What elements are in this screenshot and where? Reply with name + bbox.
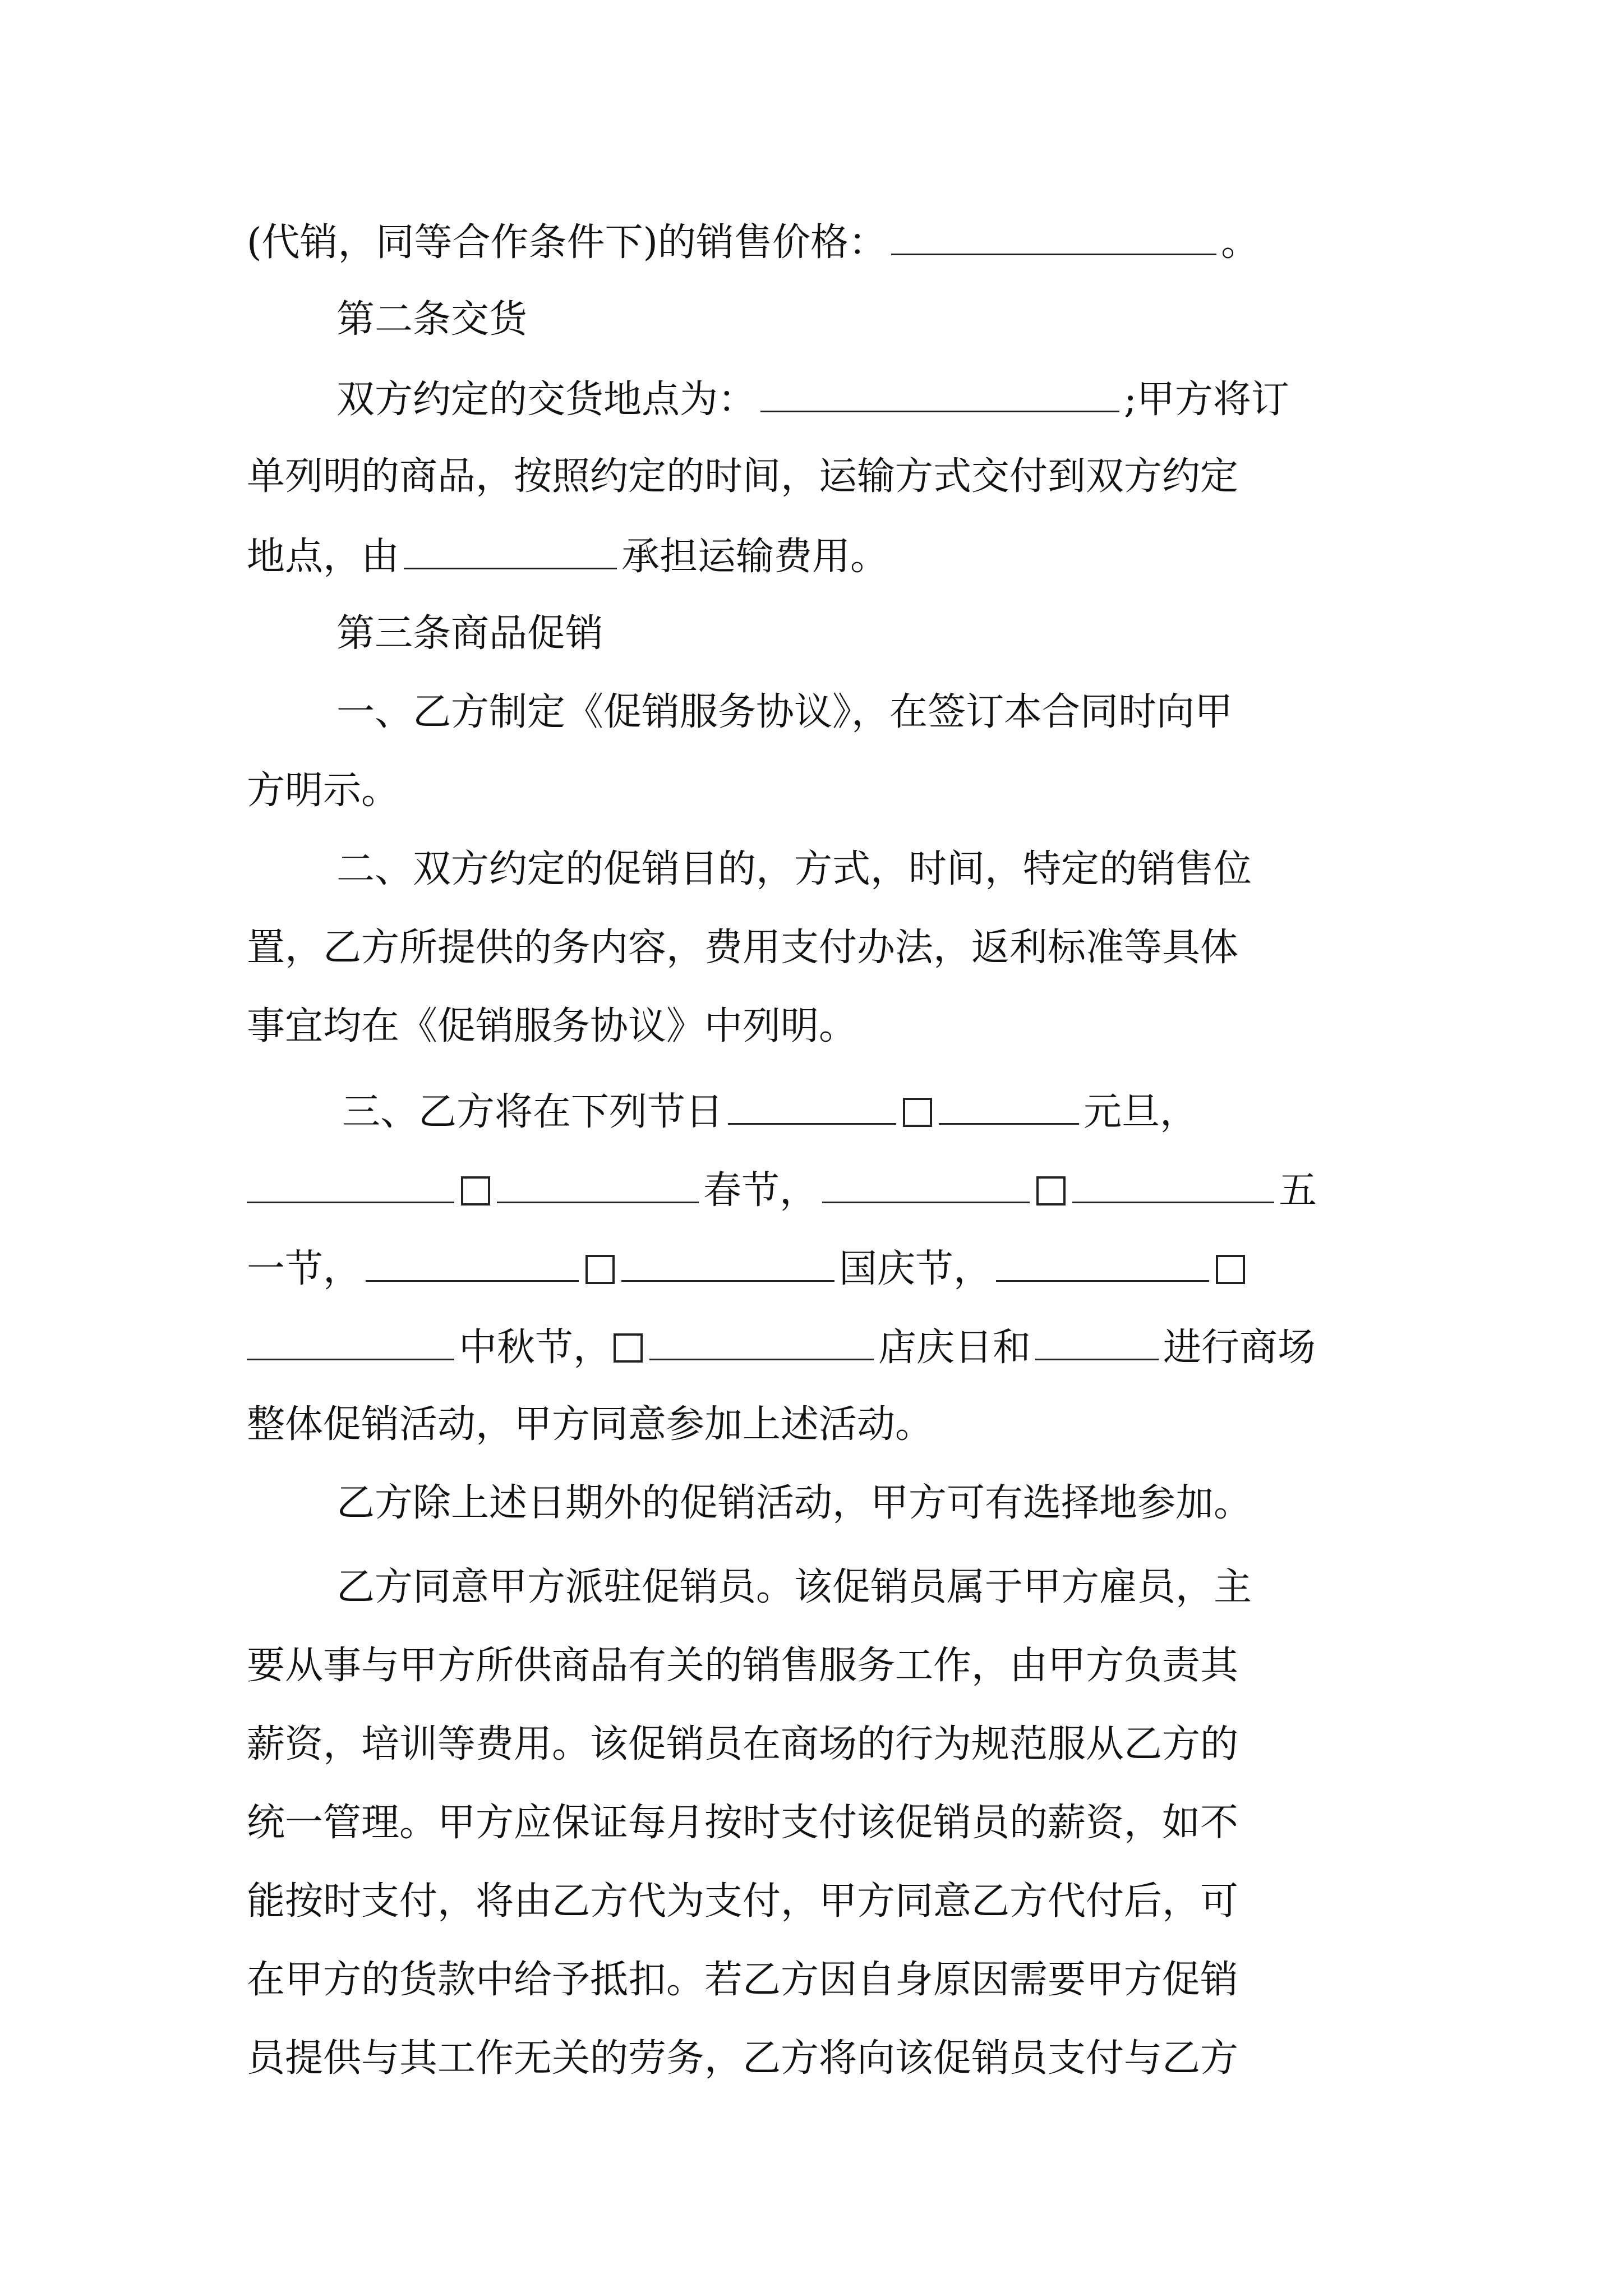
clause-3-line-2: [247, 1161, 1317, 1217]
price-end: 。: [1221, 220, 1260, 265]
clause-3-line-3: [247, 1240, 1247, 1296]
delivery-line-3-end: 承担运输费用。: [621, 535, 889, 579]
labor-day-checkbox[interactable]: [1036, 1176, 1066, 1205]
clause-3-line-1-text: 三、乙方将在下列节日: [342, 1090, 724, 1134]
mid-autumn-pre-blank[interactable]: [996, 1240, 1209, 1282]
delivery-line-2-text: 单列明的商品，按照约定的时间，运输方式交付到双方约定: [247, 454, 1239, 499]
labor-day-label-part1: 五: [1279, 1168, 1317, 1213]
promoter-line-7-text: 员提供与其工作无关的劳务，乙方将向该促销员支付与乙方: [247, 2036, 1239, 2081]
other-promotions-text: 乙方除上述日期外的促销活动，甲方可有选择地参加。: [336, 1481, 1252, 1525]
store-anniversary-blank[interactable]: [649, 1318, 874, 1360]
promoter-line-1: [336, 1559, 1252, 1616]
delivery-line-1: [336, 370, 1289, 426]
transport-cost-party-blank[interactable]: [404, 527, 617, 569]
promoter-line-4-text: 统一管理。甲方应保证每月按时支付该促销员的薪资，如不: [247, 1801, 1239, 1845]
delivery-line-2: [247, 449, 1238, 505]
price-label: (代销，同等合作条件下)的销售价格：: [247, 220, 887, 265]
promoter-line-1-text: 乙方同意甲方派驻促销员。该促销员属于甲方雇员，主: [336, 1565, 1252, 1609]
mid-autumn-checkbox[interactable]: [1216, 1255, 1245, 1284]
clause-2-line-2: [247, 920, 1238, 976]
clause-1-line-2: [247, 763, 399, 819]
labor-day-blank[interactable]: [1072, 1161, 1274, 1203]
spring-pre-blank[interactable]: [247, 1161, 454, 1203]
clause-3-line-1: [342, 1083, 1198, 1139]
new-year-blank[interactable]: [939, 1083, 1079, 1125]
article-3-heading: [336, 606, 603, 662]
store-anniversary-checkbox[interactable]: [614, 1333, 643, 1363]
national-day-checkbox[interactable]: [585, 1255, 615, 1284]
spring-festival-label: 春节，: [703, 1168, 818, 1213]
labor-pre-blank[interactable]: [822, 1161, 1030, 1203]
promoter-line-2: [247, 1638, 1238, 1694]
promoter-line-6-text: 在甲方的货款中给予抵扣。若乙方因自身原因需要甲方促销: [247, 1958, 1239, 2002]
clause-2-line-1: [336, 841, 1252, 898]
promoter-line-5: [247, 1874, 1238, 1930]
article-2-heading: [336, 292, 527, 348]
clause-3-line-4-tail: 进行商场: [1163, 1326, 1316, 1370]
delivery-line-3: [247, 527, 888, 583]
clause-1-line-1: [336, 684, 1233, 740]
promoter-line-5-text: 能按时支付，将由乙方代为支付，甲方同意乙方代付后，可: [247, 1879, 1239, 1924]
article-2-heading-text: 第二条交货: [336, 297, 528, 342]
national-pre-blank[interactable]: [366, 1240, 579, 1282]
spring-festival-checkbox[interactable]: [461, 1176, 490, 1205]
labor-day-label-part2: 一节，: [247, 1247, 362, 1291]
clause-3-line-5-text: 整体促销活动，甲方同意参加上述活动。: [247, 1402, 934, 1447]
national-day-blank[interactable]: [621, 1240, 834, 1282]
promoter-line-4: [247, 1795, 1238, 1851]
other-date-blank[interactable]: [1035, 1318, 1159, 1360]
clause-2-line-1-text: 二、双方约定的促销目的，方式，时间，特定的销售位: [336, 847, 1252, 891]
delivery-location-blank[interactable]: [760, 370, 1119, 412]
promoter-line-7: [247, 2031, 1238, 2087]
delivery-label: 双方约定的交货地点为：: [336, 378, 757, 422]
price-line: [247, 213, 1259, 269]
new-year-checkbox[interactable]: [903, 1098, 932, 1127]
clause-2-line-3: [247, 999, 857, 1055]
clause-2-line-3-text: 事宜均在《促销服务协议》中列明。: [247, 1004, 857, 1048]
mid-autumn-label: 中秋节，: [459, 1326, 612, 1370]
new-year-label: 元旦，: [1083, 1090, 1198, 1134]
national-day-label: 国庆节，: [839, 1247, 992, 1291]
promoter-line-3: [247, 1717, 1238, 1773]
store-anniversary-label: 店庆日和: [878, 1326, 1031, 1370]
delivery-tail: ;甲方将订: [1124, 378, 1289, 422]
mid-autumn-blank[interactable]: [247, 1318, 454, 1360]
clause-2-line-2-text: 置，乙方所提供的务内容，费用支付办法，返利标准等具体: [247, 926, 1239, 970]
delivery-line-3-start: 地点，由: [247, 535, 400, 579]
price-blank[interactable]: [891, 213, 1216, 255]
article-3-heading-text: 第三条商品促销: [336, 611, 604, 656]
promoter-line-2-text: 要从事与甲方所供商品有关的销售服务工作，由甲方负责其: [247, 1644, 1239, 1688]
clause-3-line-5: [247, 1397, 933, 1453]
other-promotions-line: [336, 1475, 1252, 1531]
promoter-line-3-text: 薪资，培训等费用。该促销员在商场的行为规范服从乙方的: [247, 1722, 1239, 1766]
festival-blank[interactable]: [728, 1083, 896, 1125]
clause-1-line-1-text: 一、乙方制定《促销服务协议》，在签订本合同时向甲: [336, 690, 1233, 734]
clause-1-line-2-text: 方明示。: [247, 769, 400, 813]
spring-festival-blank[interactable]: [497, 1161, 699, 1203]
clause-3-line-4: [247, 1318, 1316, 1374]
promoter-line-6: [247, 1952, 1238, 2008]
